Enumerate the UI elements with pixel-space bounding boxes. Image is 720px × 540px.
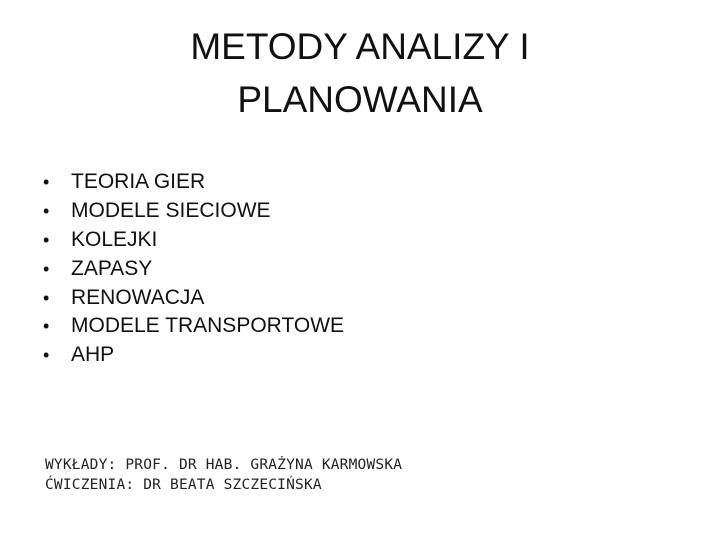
list-item (43, 197, 344, 226)
list-item (43, 168, 344, 197)
bullet-icon: • (43, 229, 50, 250)
list-item-label: MODELE TRANSPORTOWE (71, 314, 345, 338)
bullet-icon: • (43, 287, 50, 308)
list-item-label: RENOWACJA (71, 285, 205, 309)
list-item-label: TEORIA GIER (71, 170, 206, 194)
list-item (43, 312, 344, 341)
bullet-icon: • (43, 172, 50, 193)
bullet-icon: • (43, 201, 50, 222)
title-line-1: METODY ANALIZY I (190, 26, 530, 67)
slide-title (110, 20, 610, 126)
list-item (43, 341, 344, 370)
bullet-icon: • (43, 345, 50, 366)
list-item-label: MODELE SIECIOWE (71, 199, 271, 223)
exercises-credit: ĆWICZENIA: DR BEATA SZCZECIŃSKA (45, 477, 322, 493)
bullet-icon: • (43, 316, 50, 337)
list-item-label: AHP (71, 343, 115, 367)
list-item (43, 226, 344, 255)
list-item (43, 283, 344, 312)
list-item-label: ZAPASY (71, 256, 153, 280)
title-line-2: PLANOWANIA (237, 79, 483, 120)
topic-list (43, 168, 344, 370)
credits (45, 455, 402, 495)
bullet-icon: • (43, 258, 50, 279)
list-item-label: KOLEJKI (71, 227, 158, 251)
lectures-credit: WYKŁADY: PROF. DR HAB. GRAŻYNA KARMOWSKA (45, 457, 403, 473)
list-item (43, 254, 344, 283)
